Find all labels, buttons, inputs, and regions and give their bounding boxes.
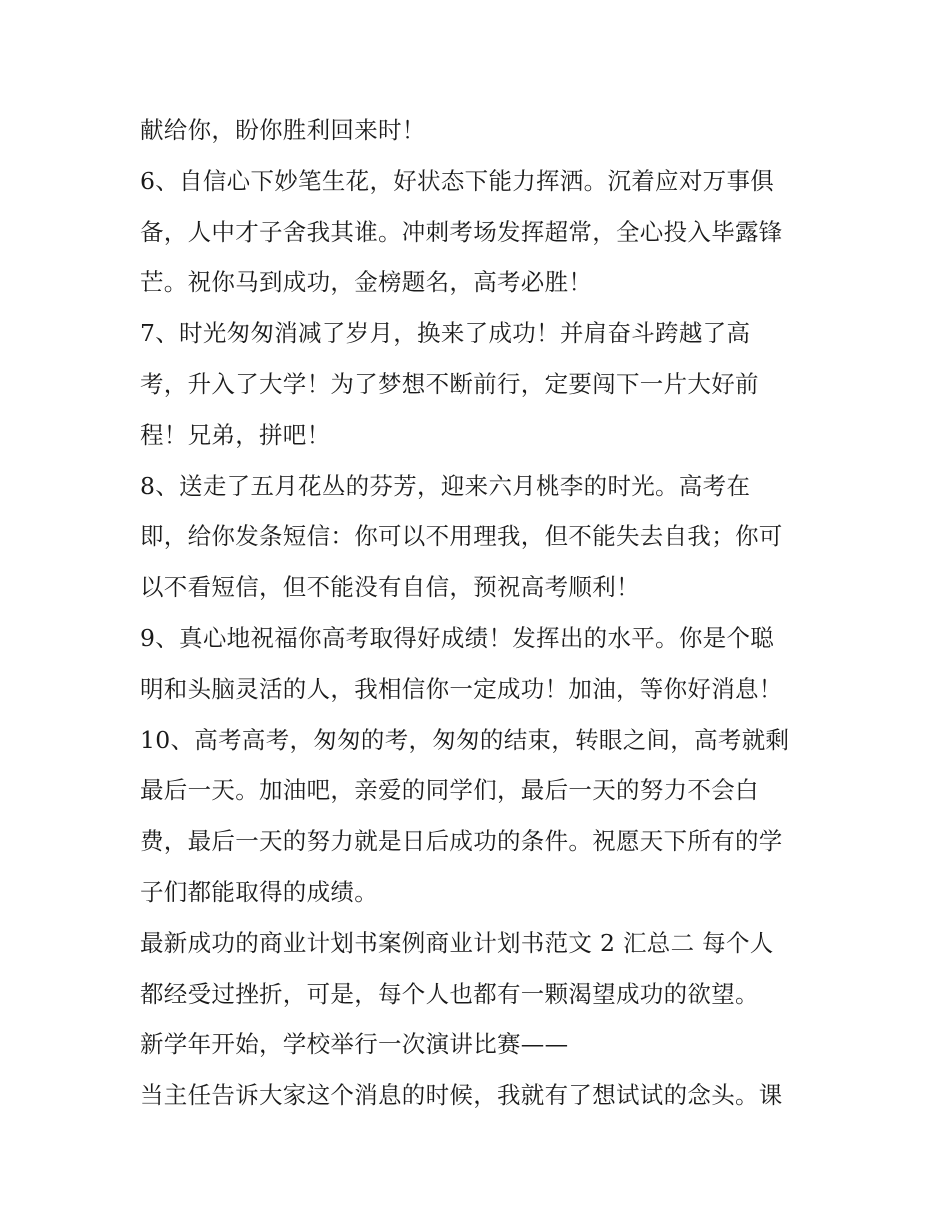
text-line: 新学年开始，学校举行一次演讲比赛—— (140, 1030, 569, 1059)
text-line: 最新成功的商业计划书案例商业计划书范文 2 汇总二 每个人 (140, 928, 774, 957)
text-line: 最后一天。加油吧，亲爱的同学们，最后一天的努力不会白 (140, 776, 759, 805)
text-line: 以不看短信，但不能没有自信，预祝高考顺利！ (140, 573, 640, 602)
text-line: 程！兄弟，拼吧！ (140, 420, 331, 449)
text-line: 明和头脑灵活的人，我相信你一定成功！加油，等你好消息！ (140, 674, 783, 703)
text-line: 费，最后一天的努力就是日后成功的条件。祝愿天下所有的学 (140, 827, 783, 856)
text-line: 8、送走了五月花丛的芬芳，迎来六月桃李的时光。高考在 (140, 471, 751, 500)
document-body (140, 105, 820, 1121)
text-line: 9、真心地祝福你高考取得好成绩！发挥出的水平。你是个聪 (140, 623, 775, 652)
text-line: 即，给你发条短信：你可以不用理我，但不能失去自我；你可 (140, 522, 783, 551)
text-line: 子们都能取得的成绩。 (140, 877, 378, 906)
text-line: 当主任告诉大家这个消息的时候，我就有了想试试的念头。课 (140, 1081, 783, 1110)
text-line: 备，人中才子舍我其谁。冲刺考场发挥超常，全心投入毕露锋 (140, 217, 783, 246)
text-line: 7、时光匆匆消减了岁月，换来了成功！并肩奋斗跨越了高 (140, 319, 751, 348)
text-line: 献给你，盼你胜利回来时！ (140, 116, 426, 144)
text-line: 考，升入了大学！为了梦想不断前行，定要闯下一片大好前 (140, 369, 759, 398)
text-line: 10、高考高考，匆匆的考，匆匆的结束，转眼之间，高考就剩 (140, 725, 790, 754)
text-line: 芒。祝你马到成功，金榜题名，高考必胜！ (140, 268, 593, 297)
text-line: 都经受过挫折，可是，每个人也都有一颗渴望成功的欲望。 (140, 979, 759, 1008)
text-line: 6、自信心下妙笔生花，好状态下能力挥洒。沉着应对万事俱 (140, 166, 775, 195)
